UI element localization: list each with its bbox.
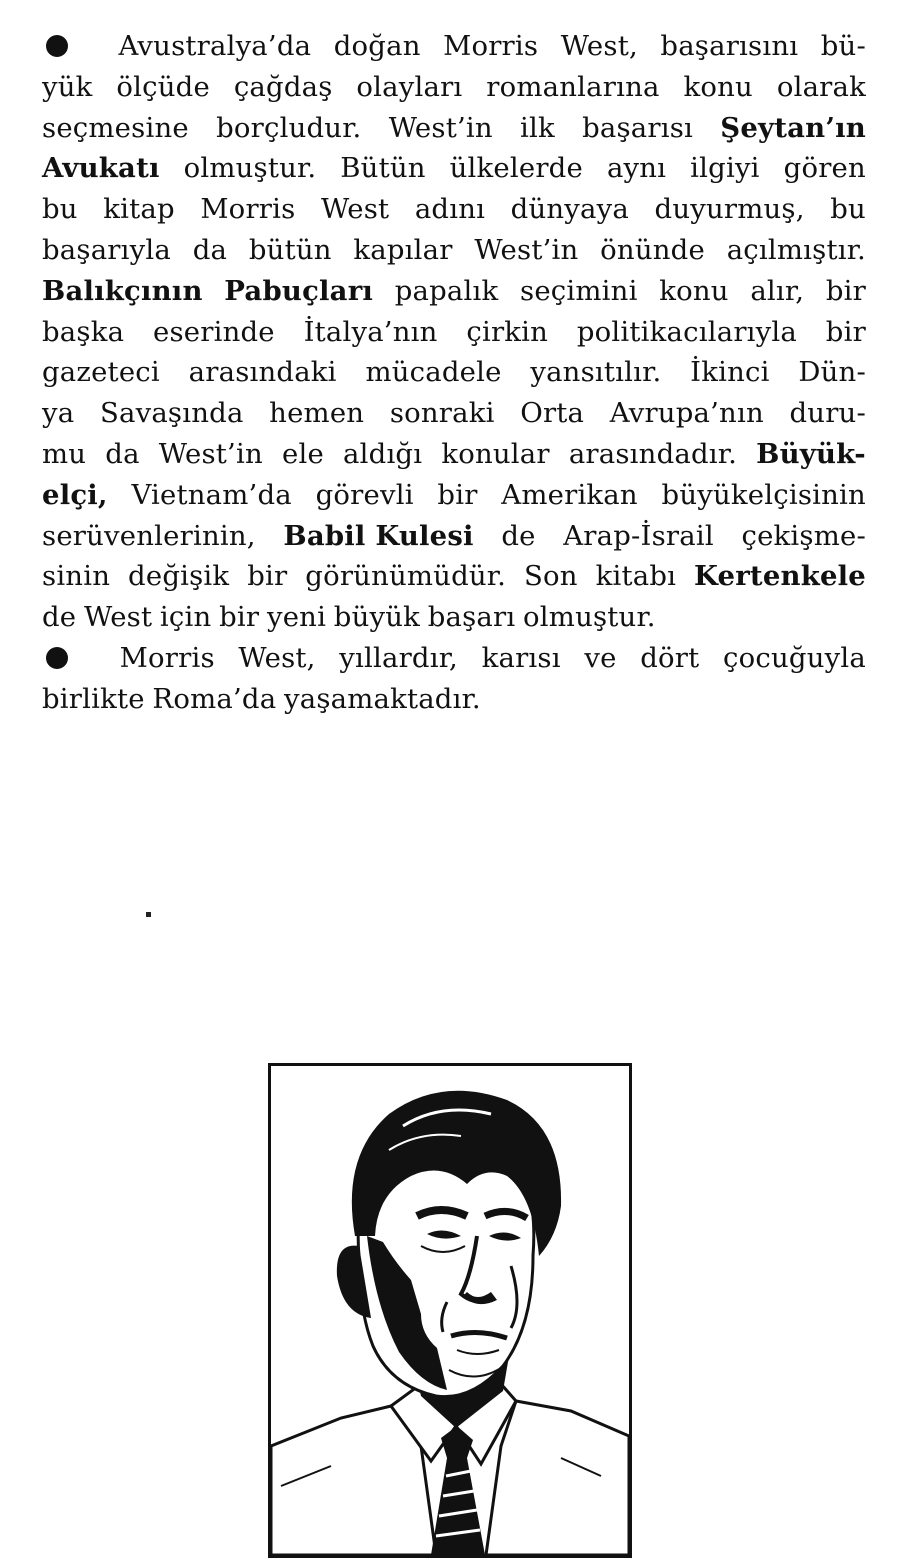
- word: aynı: [606, 152, 667, 185]
- bullet-icon: [46, 647, 68, 669]
- word: bir: [219, 601, 260, 634]
- bullet-icon: [46, 35, 68, 57]
- book-title: Büyük-: [756, 437, 866, 470]
- word: başarı: [427, 601, 516, 634]
- paragraph1-line: [42, 516, 866, 557]
- word: West: [83, 601, 153, 634]
- paragraph1-line: [42, 352, 866, 393]
- word: çağdaş: [233, 70, 333, 103]
- book-title: Pabuçları: [224, 274, 374, 307]
- paragraph-1: [42, 26, 866, 638]
- word: ele: [282, 437, 324, 470]
- word: çekişme-: [741, 519, 866, 552]
- word: başarısını: [660, 30, 799, 62]
- word: ya: [42, 397, 75, 430]
- word: politikacılarıyla: [576, 315, 797, 348]
- word: yaşamaktadır.: [283, 682, 481, 715]
- word: karısı: [481, 641, 561, 674]
- book-title: Şeytan’ın: [720, 111, 866, 144]
- paragraph1-line: [42, 108, 866, 149]
- word: da: [105, 437, 140, 470]
- paragraph1-line: [42, 271, 866, 312]
- word: Morris: [200, 193, 296, 226]
- book-title: Balıkçının: [42, 274, 203, 307]
- word: ölçüde: [116, 70, 210, 103]
- word: olmuştur.: [183, 152, 317, 185]
- book-title: Avukatı: [42, 152, 160, 185]
- book-title: Babil Kulesi: [283, 519, 474, 552]
- word: kitap: [103, 193, 175, 226]
- word: duru-: [789, 397, 866, 430]
- word: adını: [414, 193, 486, 226]
- paragraph1-line: [42, 556, 866, 597]
- word: bir: [825, 315, 866, 348]
- word: bu: [830, 193, 866, 226]
- word: ve: [584, 641, 617, 674]
- word: Roma’da: [152, 682, 277, 715]
- word: arasındadır.: [568, 437, 738, 470]
- word: sonraki: [389, 397, 495, 430]
- word: da: [192, 233, 228, 266]
- word: birlikte: [42, 682, 145, 715]
- article-text: [42, 26, 866, 720]
- word: Morris: [119, 641, 215, 674]
- word: Vietnam’da: [131, 478, 292, 511]
- word: açılmıştır.: [726, 233, 866, 266]
- word: bütün: [248, 233, 332, 266]
- paragraph1-line: [42, 67, 866, 108]
- word: ilk: [520, 111, 555, 144]
- word: West,: [238, 641, 316, 674]
- word: ilgiyi: [690, 152, 760, 185]
- word: başka: [42, 315, 125, 348]
- word: doğan: [333, 30, 421, 62]
- word: kitabı: [595, 560, 677, 593]
- word: seçimini: [520, 274, 638, 307]
- word: olayları: [356, 70, 463, 103]
- word: bir: [247, 560, 288, 593]
- word: Orta: [520, 397, 585, 430]
- word: sinin: [42, 560, 111, 593]
- word: gören: [783, 152, 866, 185]
- word: başarısı: [582, 111, 694, 144]
- word: Avustralya’da: [118, 30, 312, 62]
- word: Dün-: [798, 356, 866, 389]
- word: büyükelçisinin: [661, 478, 866, 511]
- word: de: [501, 519, 536, 552]
- paragraph1-line: [42, 312, 866, 353]
- word: dört: [640, 641, 700, 674]
- word: bir: [437, 478, 478, 511]
- word: serüvenlerinin,: [42, 519, 256, 552]
- word: alır,: [750, 274, 805, 307]
- word: duyurmuş,: [654, 193, 805, 226]
- word: arasındaki: [188, 356, 337, 389]
- word: West: [321, 193, 390, 226]
- word: West’in: [474, 233, 579, 266]
- word: yansıtılır.: [530, 356, 662, 389]
- paragraph1-line: [42, 597, 866, 638]
- paragraph1-line: [42, 148, 866, 189]
- word: gazeteci: [42, 356, 160, 389]
- word: bu: [42, 193, 78, 226]
- paragraph1-line: [42, 475, 866, 516]
- word: Arap-İsrail: [563, 519, 714, 552]
- word: görevli: [315, 478, 414, 511]
- paragraph-2: [42, 638, 866, 720]
- word: Avrupa’nın: [609, 397, 764, 430]
- paragraph2-line: [42, 638, 866, 679]
- word: papalık: [394, 274, 499, 307]
- word: borçludur.: [216, 111, 362, 144]
- word: büyük: [333, 601, 421, 634]
- word: Savaşında: [99, 397, 244, 430]
- paragraph1-line: [42, 189, 866, 230]
- word: mücadele: [365, 356, 502, 389]
- word: çocuğuyla: [723, 641, 866, 674]
- word: ülkelerde: [449, 152, 583, 185]
- word: önünde: [600, 233, 705, 266]
- book-title: elçi,: [42, 478, 108, 511]
- paragraph2-line: [42, 679, 866, 720]
- word: için: [159, 601, 212, 634]
- paragraph1-line: [42, 26, 866, 67]
- word: West,: [560, 30, 638, 62]
- word: dünyaya: [510, 193, 629, 226]
- word: West’in: [388, 111, 493, 144]
- word: bü-: [820, 30, 866, 62]
- word: başarıyla: [42, 233, 171, 266]
- word: eserinde: [152, 315, 275, 348]
- word: konu: [683, 70, 753, 103]
- paragraph1-line: [42, 393, 866, 434]
- word: hemen: [269, 397, 365, 430]
- word: olarak: [776, 70, 866, 103]
- portrait-frame: [268, 1063, 632, 1558]
- word: Morris: [443, 30, 539, 62]
- word: romanlarına: [486, 70, 660, 103]
- word: olmuştur.: [523, 601, 656, 634]
- book-title: Kertenkele: [694, 560, 866, 593]
- word: mu: [42, 437, 87, 470]
- word: West’in: [158, 437, 263, 470]
- word: aldığı: [343, 437, 423, 470]
- word: Bütün: [340, 152, 426, 185]
- word: Amerikan: [501, 478, 638, 511]
- word: konu: [659, 274, 729, 307]
- paragraph1-line: [42, 434, 866, 475]
- word: değişik: [128, 560, 230, 593]
- word: İtalya’nın: [303, 315, 438, 348]
- word: çirkin: [466, 315, 549, 348]
- word: konular: [441, 437, 550, 470]
- word: kapılar: [353, 233, 453, 266]
- word: Son: [523, 560, 578, 593]
- word: seçmesine: [42, 111, 189, 144]
- word: bir: [825, 274, 866, 307]
- word: yıllardır,: [339, 641, 458, 674]
- portrait-illustration-icon: [271, 1066, 629, 1555]
- word: görünümüdür.: [305, 560, 507, 593]
- word: yük: [42, 70, 93, 103]
- word: yeni: [266, 601, 327, 634]
- paragraph1-line: [42, 230, 866, 271]
- word: de: [42, 601, 77, 634]
- stray-dot: [146, 912, 151, 917]
- word: İkinci: [690, 356, 770, 389]
